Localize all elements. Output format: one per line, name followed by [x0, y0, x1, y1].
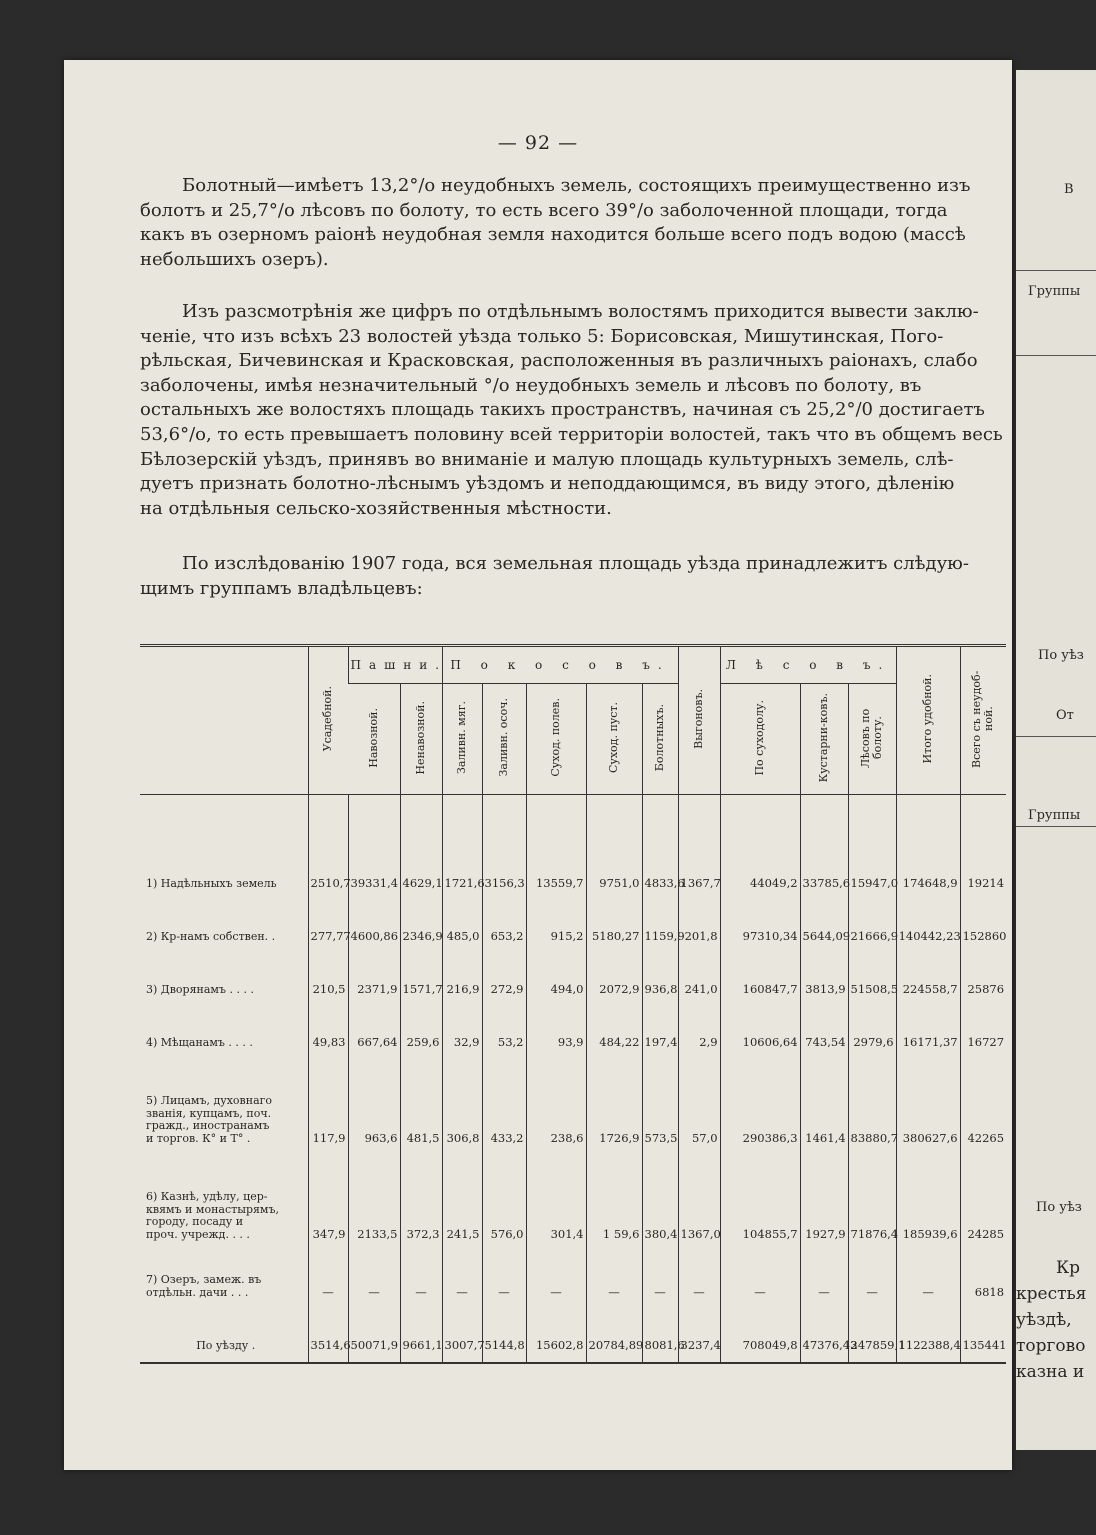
table-cell: 39331,4: [348, 795, 400, 901]
col-header-10: Кустарни-ковъ.: [800, 684, 848, 795]
table-cell: 481,5: [400, 1059, 442, 1155]
table-cell: 380627,6: [896, 1059, 960, 1155]
table-cell: 19214: [960, 795, 1006, 901]
table-cell: 5180,27: [586, 900, 642, 953]
table-cell: 9661,1: [400, 1309, 442, 1363]
adjacent-page-edge: [1016, 70, 1096, 1450]
table-cell: —: [442, 1251, 482, 1309]
row-label-header: [140, 646, 308, 795]
table-cell: 53,2: [482, 1006, 526, 1059]
table-cell: 347,9: [308, 1155, 348, 1251]
col-header-6: Суход. пуст.: [586, 684, 642, 795]
row-label: [140, 900, 308, 953]
table-cell: 32,9: [442, 1006, 482, 1059]
next-page-rule: [1016, 736, 1096, 737]
table-cell: —: [848, 1251, 896, 1309]
book-page: [64, 60, 1012, 1470]
table-cell: 71876,4: [848, 1155, 896, 1251]
table-cell: 238,6: [526, 1059, 586, 1155]
table-cell: 216,9: [442, 953, 482, 1006]
text-line: ченіе, что изъ всѣхъ 23 волостей уѣзда только 5: Борисовская, Мишутинская, Пого-: [140, 325, 944, 347]
table-cell: 1 59,6: [586, 1155, 642, 1251]
table-cell: 5644,09: [800, 900, 848, 953]
table-cell: 485,0: [442, 900, 482, 953]
next-page-text: По уѣз: [1038, 648, 1084, 663]
row-label: [140, 1006, 308, 1059]
next-page-rule: [1016, 826, 1096, 827]
next-page-text: торгово: [1016, 1336, 1086, 1356]
row-label-line: По уѣзду .: [196, 1338, 256, 1352]
table-cell: 272,9: [482, 953, 526, 1006]
table-cell: 743,54: [800, 1006, 848, 1059]
next-page-text: Кр: [1056, 1258, 1081, 1278]
table-cell: 247859,1: [848, 1309, 896, 1363]
table-cell: 963,6: [348, 1059, 400, 1155]
table-cell: 306,8: [442, 1059, 482, 1155]
table-cell: 1927,9: [800, 1155, 848, 1251]
next-page-text: уѣздѣ,: [1016, 1310, 1072, 1330]
table-cell: 241,5: [442, 1155, 482, 1251]
table-cell: 174648,9: [896, 795, 960, 901]
table-row: [140, 1309, 1006, 1363]
table-cell: 140442,23: [896, 900, 960, 953]
table-body: [140, 795, 1006, 1364]
text-line: щимъ группамъ владѣльцевъ:: [140, 577, 423, 599]
text-line: 53,6°/о, то есть превышаетъ половину всей территоріи волостей, такъ что въ общемъ весь: [140, 423, 1003, 445]
table-cell: 3813,9: [800, 953, 848, 1006]
table-cell: 9751,0: [586, 795, 642, 901]
table-cell: 4600,86: [348, 900, 400, 953]
table-cell: 653,2: [482, 900, 526, 953]
table-cell: —: [348, 1251, 400, 1309]
table-cell: 20784,89: [586, 1309, 642, 1363]
table-cell: 2371,9: [348, 953, 400, 1006]
col-header-8: Выгоновъ.: [678, 646, 720, 795]
table-cell: —: [308, 1251, 348, 1309]
table-cell: 4629,1: [400, 795, 442, 901]
table-cell: —: [482, 1251, 526, 1309]
table-cell: 433,2: [482, 1059, 526, 1155]
table-cell: 6818: [960, 1251, 1006, 1309]
table-cell: 380,4: [642, 1155, 678, 1251]
next-page-rule: [1016, 355, 1096, 356]
table-cell: 259,6: [400, 1006, 442, 1059]
table-cell: 241,0: [678, 953, 720, 1006]
table-cell: 135441: [960, 1309, 1006, 1363]
group-header-pokosov: П о к о с о в ъ.: [442, 646, 678, 684]
table-cell: 1122388,4: [896, 1309, 960, 1363]
table-cell: 3514,6: [308, 1309, 348, 1363]
next-page-text: От: [1056, 708, 1074, 723]
next-page-text: В: [1064, 182, 1074, 197]
table-cell: 25876: [960, 953, 1006, 1006]
table-row: [140, 1059, 1006, 1155]
table-cell: 1461,4: [800, 1059, 848, 1155]
text-line: Болотный—имѣетъ 13,2°/о неудобныхъ земель, состоящихъ преимущественно изъ: [182, 175, 971, 196]
table-row: [140, 1006, 1006, 1059]
table-cell: 15947,0: [848, 795, 896, 901]
table-cell: 201,8: [678, 900, 720, 953]
row-label-line: 4) Мѣщанамъ . . . .: [146, 1035, 253, 1049]
table-cell: 667,64: [348, 1006, 400, 1059]
row-label-line: гражд., иностранамъ: [146, 1119, 270, 1132]
row-label-line: 1) Надѣльныхъ земель: [146, 876, 277, 890]
row-label: [140, 1251, 308, 1309]
table-cell: 3237,4: [678, 1309, 720, 1363]
table-row: [140, 1155, 1006, 1251]
table-cell: 13559,7: [526, 795, 586, 901]
table-cell: 57,0: [678, 1059, 720, 1155]
table-cell: 160847,7: [720, 953, 800, 1006]
row-label-line: 2) Кр-намъ собствен. .: [146, 929, 276, 943]
row-label: [140, 1155, 308, 1251]
table-row: [140, 1251, 1006, 1309]
col-header-0: Усадебной.: [308, 646, 348, 795]
table-cell: 2072,9: [586, 953, 642, 1006]
table-cell: 576,0: [482, 1155, 526, 1251]
table-cell: 3156,3: [482, 795, 526, 901]
table-cell: 277,77: [308, 900, 348, 953]
table-cell: 93,9: [526, 1006, 586, 1059]
table-cell: 50071,9: [348, 1309, 400, 1363]
table-cell: 494,0: [526, 953, 586, 1006]
table-cell: 197,4: [642, 1006, 678, 1059]
row-label: [140, 1059, 308, 1155]
text-line: остальныхъ же волостяхъ площадь такихъ пространствъ, начиная съ 25,2°/0 достигаетъ: [140, 399, 985, 421]
table-cell: 15602,8: [526, 1309, 586, 1363]
table-cell: 83880,7: [848, 1059, 896, 1155]
col-header-13: Всего съ неудоб-ной.: [960, 646, 1006, 795]
group-header-pashni: Пашни.: [348, 646, 442, 684]
table-cell: 708049,8: [720, 1309, 800, 1363]
text-line: на отдѣльныя сельско-хозяйственныя мѣстности.: [140, 497, 612, 519]
table-row: [140, 900, 1006, 953]
text-line: Бѣлозерскій уѣздъ, принявъ во вниманіе и малую площадь культурныхъ земель, слѣ-: [140, 448, 954, 470]
page-number: — 92 —: [497, 132, 579, 154]
table-cell: —: [642, 1251, 678, 1309]
row-label: [140, 795, 308, 901]
table-cell: 42265: [960, 1059, 1006, 1155]
row-label-line: 5) Лицамъ, духовнаго: [146, 1094, 273, 1107]
paragraph-1: [140, 174, 1006, 272]
next-page-text: Группы: [1028, 808, 1081, 823]
next-page-text: По уѣз: [1036, 1200, 1082, 1215]
col-header-7: Болотныхъ.: [642, 684, 678, 795]
paragraph-3: [140, 552, 1006, 601]
table-cell: 573,5: [642, 1059, 678, 1155]
table-cell: 484,22: [586, 1006, 642, 1059]
table-cell: 301,4: [526, 1155, 586, 1251]
col-header-3: Заливн. мяг.: [442, 684, 482, 795]
col-header-12: Итого удобной.: [896, 646, 960, 795]
table-cell: 936,8: [642, 953, 678, 1006]
row-label-line: званія, купцамъ, поч.: [146, 1106, 272, 1120]
table-cell: 51508,5: [848, 953, 896, 1006]
table-cell: 290386,3: [720, 1059, 800, 1155]
table-cell: 210,5: [308, 953, 348, 1006]
table-cell: 104855,7: [720, 1155, 800, 1251]
table-cell: —: [526, 1251, 586, 1309]
row-label-line: и торгов. К° и Т° .: [146, 1131, 251, 1145]
table-cell: 2,9: [678, 1006, 720, 1059]
row-label-line: городу, посаду и: [146, 1215, 244, 1228]
col-header-11: Лѣсовъ по болоту.: [848, 684, 896, 795]
table-cell: —: [896, 1251, 960, 1309]
table-cell: 33785,6: [800, 795, 848, 901]
table-cell: 224558,7: [896, 953, 960, 1006]
table-cell: 16171,37: [896, 1006, 960, 1059]
table-cell: 44049,2: [720, 795, 800, 901]
table-row: [140, 795, 1006, 901]
table-cell: 1721,6: [442, 795, 482, 901]
col-header-5: Суход. полев.: [526, 684, 586, 795]
table-cell: 4833,6: [642, 795, 678, 901]
text-line: Изъ разсмотрѣнія же цифръ по отдѣльнымъ волостямъ приходится вывести заклю-: [182, 301, 979, 322]
next-page-rule: [1016, 270, 1096, 271]
text-line: небольшихъ озеръ).: [140, 248, 329, 270]
table-cell: 1367,7: [678, 795, 720, 901]
text-line: дуетъ признать болотно-лѣснымъ уѣздомъ и неподдающимся, въ виду этого, дѣленію: [140, 473, 955, 495]
col-header-4: Заливн. осоч.: [482, 684, 526, 795]
row-label-line: отдѣльн. дачи . . .: [146, 1285, 249, 1299]
row-label-line: проч. учрежд. . . .: [146, 1227, 250, 1241]
col-header-2: Ненавозной.: [400, 684, 442, 795]
table-cell: 5144,8: [482, 1309, 526, 1363]
table-cell: —: [400, 1251, 442, 1309]
table-cell: —: [678, 1251, 720, 1309]
table-cell: 2979,6: [848, 1006, 896, 1059]
text-line: заболочены, имѣя незначительный °/о неудобныхъ земель и лѣсовъ по болоту, въ: [140, 374, 922, 396]
table-cell: —: [800, 1251, 848, 1309]
table-cell: 152860: [960, 900, 1006, 953]
table-cell: 16727: [960, 1006, 1006, 1059]
table-cell: 915,2: [526, 900, 586, 953]
col-header-9: По суходолу.: [720, 684, 800, 795]
next-page-text: казна и: [1016, 1362, 1085, 1382]
next-page-text: Группы: [1028, 284, 1081, 299]
text-line: рѣльская, Бичевинская и Красковская, расположенныя въ различныхъ раіонахъ, слабо: [140, 350, 978, 372]
row-label: [140, 953, 308, 1006]
table-cell: 47376,43: [800, 1309, 848, 1363]
table-cell: 3007,7: [442, 1309, 482, 1363]
table-cell: 8081,6: [642, 1309, 678, 1363]
col-header-1: Навозной.: [348, 684, 400, 795]
table-cell: 21666,9: [848, 900, 896, 953]
table-cell: 1726,9: [586, 1059, 642, 1155]
table-cell: 117,9: [308, 1059, 348, 1155]
text-line: По изслѣдованію 1907 года, вся земельная площадь уѣзда принадлежитъ слѣдую-: [182, 553, 969, 574]
table-cell: 1159,9: [642, 900, 678, 953]
table-row: [140, 953, 1006, 1006]
next-page-text: крестья: [1016, 1284, 1087, 1304]
table-cell: 372,3: [400, 1155, 442, 1251]
paragraph-2: [140, 300, 1006, 521]
row-label-line: 7) Озеръ, замеж. въ: [146, 1273, 262, 1286]
row-label: [140, 1309, 308, 1363]
group-header-lesov: Л ѣ с о в ъ.: [720, 646, 896, 684]
row-label-line: квямъ и монастырямъ,: [146, 1202, 279, 1216]
table-cell: 97310,34: [720, 900, 800, 953]
table-cell: 2510,7: [308, 795, 348, 901]
table-cell: 1367,0: [678, 1155, 720, 1251]
row-label-line: 3) Дворянамъ . . . .: [146, 982, 254, 996]
row-label-line: 6) Казнѣ, удѣлу, цер-: [146, 1190, 268, 1203]
table-cell: —: [586, 1251, 642, 1309]
table-cell: 2133,5: [348, 1155, 400, 1251]
table-cell: 1571,7: [400, 953, 442, 1006]
table-cell: 10606,64: [720, 1006, 800, 1059]
table-cell: 185939,6: [896, 1155, 960, 1251]
table-cell: —: [720, 1251, 800, 1309]
table-cell: 24285: [960, 1155, 1006, 1251]
text-line: какъ въ озерномъ раіонѣ неудобная земля находится больше всего подъ водою (массѣ: [140, 224, 966, 246]
text-line: болотъ и 25,7°/о лѣсовъ по болоту, то есть всего 39°/о заболоченной площади, тогда: [140, 199, 948, 221]
table-cell: 49,83: [308, 1006, 348, 1059]
table-cell: 2346,9: [400, 900, 442, 953]
land-ownership-table: [140, 644, 1006, 1364]
